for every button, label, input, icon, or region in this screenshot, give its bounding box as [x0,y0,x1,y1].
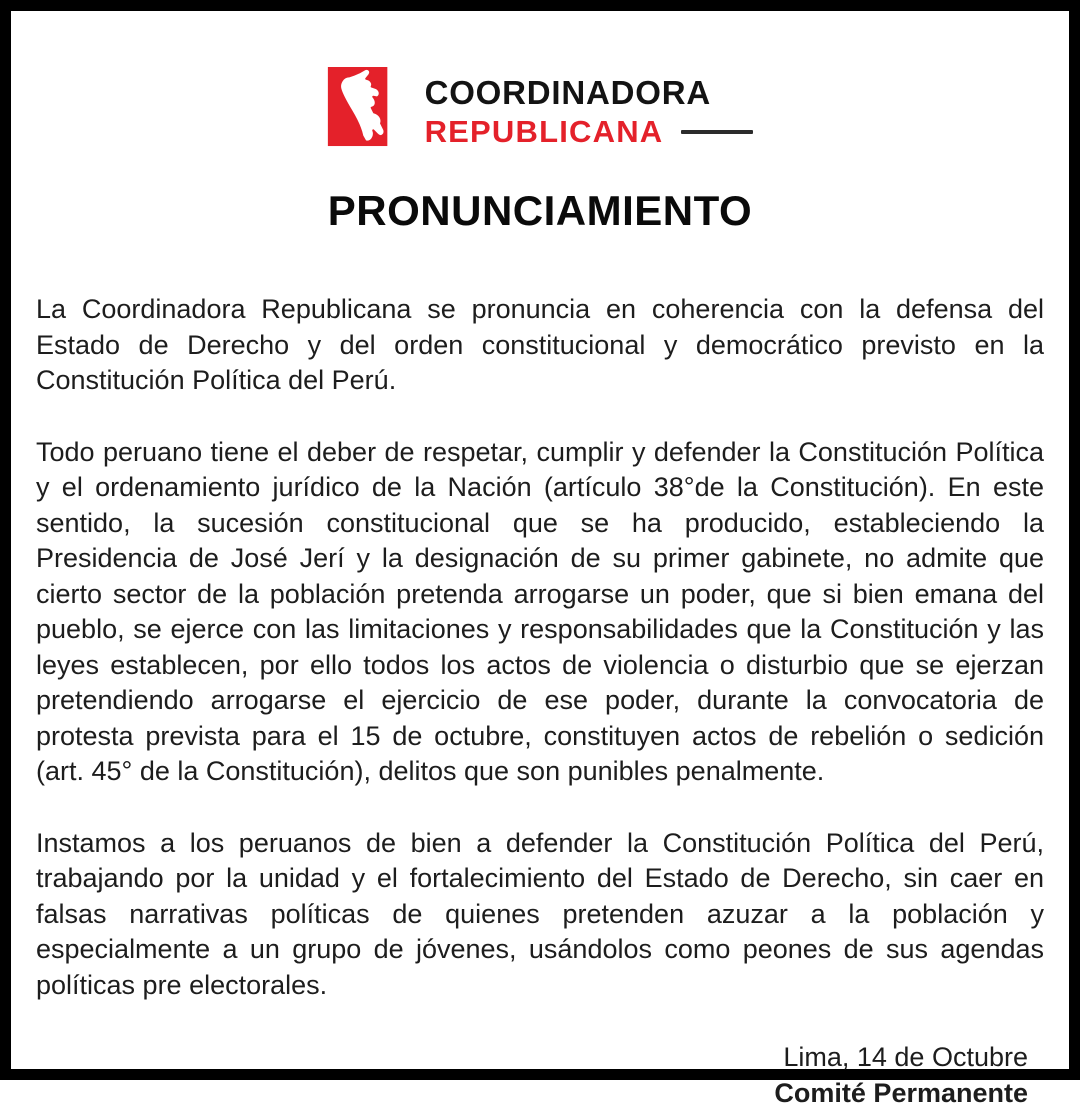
logo-word-republicana: REPUBLICANA [424,113,664,149]
date-line: Lima, 14 de Octubre [783,1042,1028,1072]
paragraph-2: Todo peruano tiene el deber de respetar, cumplir y defender la Constitución Política y el ordenamiento jurídico de la Nación (artículo 38°de la Constitución). En este sentido, la sucesión constitucional que se ha producido, estableciendo la Presidencia de José Jerí y la designación de su primer gabinete, no admite que cierto sector de la población pretenda arrogarse un poder, que si bien emana del pueblo, se ejerce con las limitaciones y responsabilidades que la Constitución y las leyes establecen, por ello todos los actos de violencia o disturbio que se ejerzan pretendiendo arrogarse el ejercicio de ese poder, durante la convocatoria de protesta prevista para el 15 de octubre, constituyen actos de rebelión o sedición (art. 45° de la Constitución), delitos que son punibles penalmente. [36,436,1044,786]
logo-dash-rule [681,130,753,134]
signature-block [36,1039,1044,1111]
paragraph-1: La Coordinadora Republicana se pronuncia en coherencia con la defensa del Estado de Derecho y del orden constitucional y democrático previsto en la Constitución Política del Perú. [36,294,1044,395]
peru-map-icon [327,67,407,157]
paragraph-3: Instamos a los peruanos de bien a defender la Constitución Política del Perú, trabajando por la unidad y el fortalecimiento del Estado de Derecho, sin caer en falsas narrativas políticas de quienes pretenden azuzar a la población y especialmente a un grupo de jóvenes, usándolos como peones de sus agendas políticas pre electorales. [36,827,1044,1000]
statement-body [36,292,1044,1003]
logo-wordmark [425,75,754,148]
page-title: PRONUNCIAMIENTO [327,187,753,234]
logo-word-coordinadora: COORDINADORA [424,74,712,112]
committee-signature: Comité Permanente [774,1078,1028,1108]
logo [36,67,1044,157]
